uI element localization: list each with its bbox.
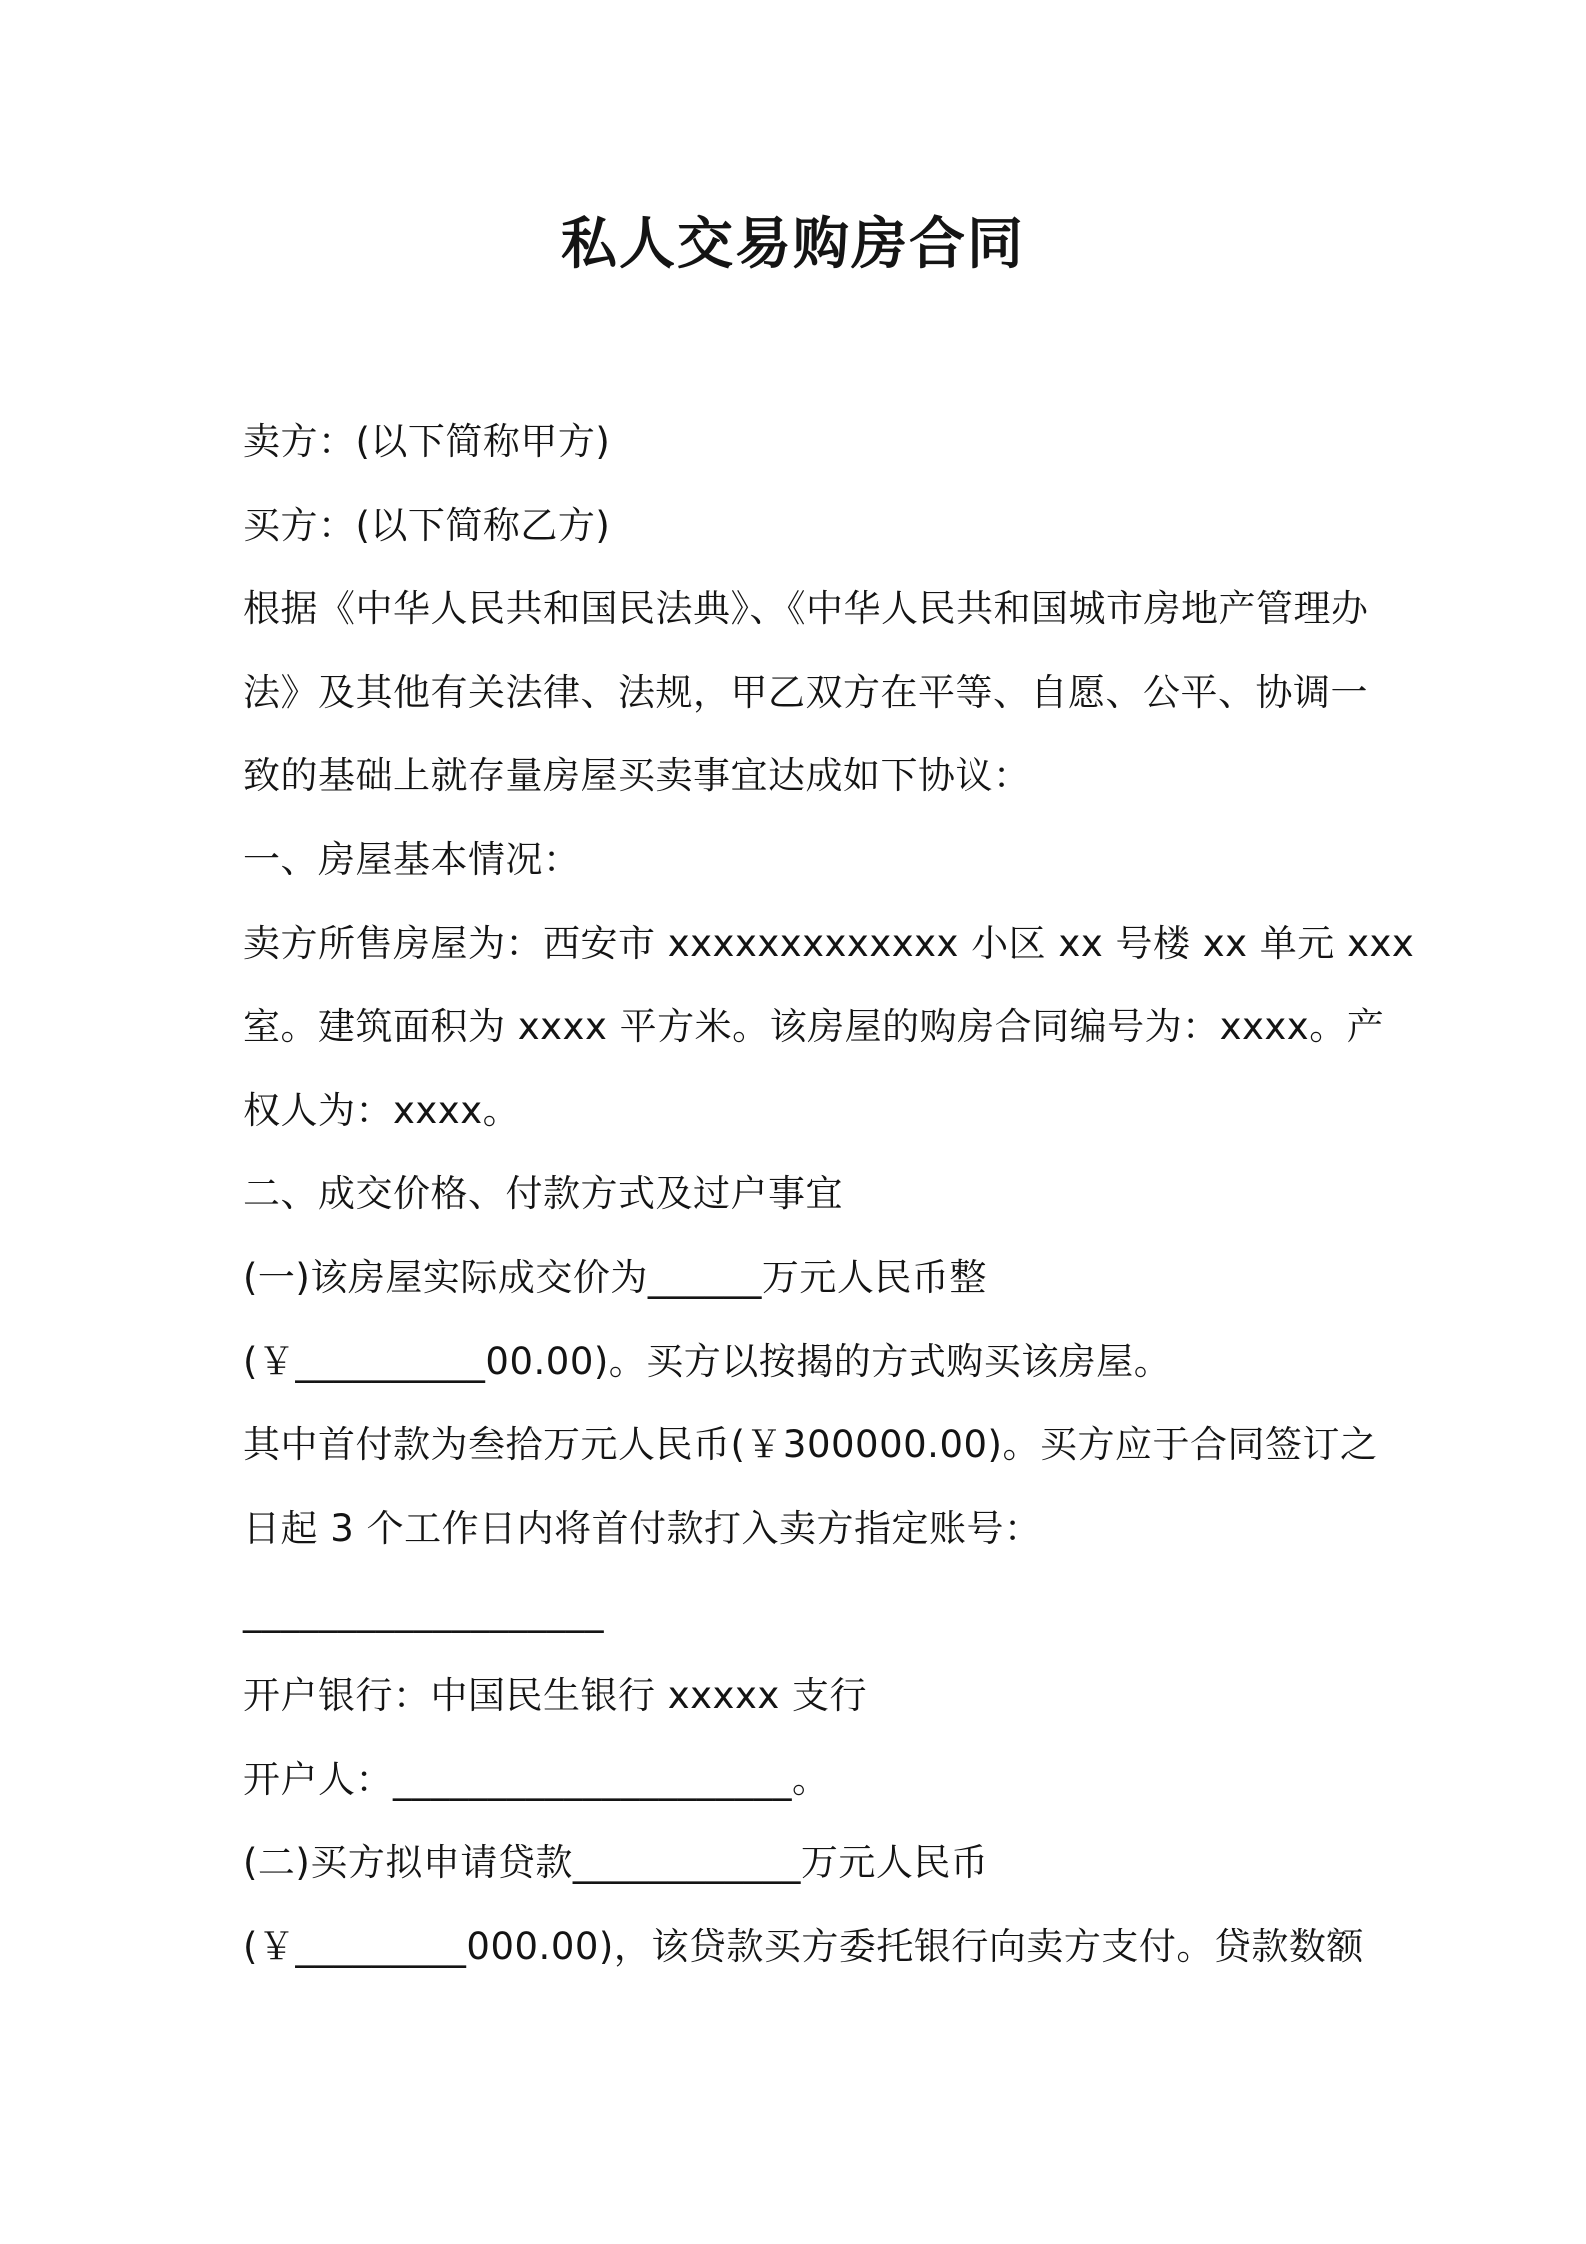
seller-line: 卖方：(以下简称甲方) [243,420,611,463]
house-info-line-2: 室。建筑面积为 xxxx 平方米。该房屋的购房合同编号为：xxxx。产 [243,1005,1385,1049]
loan-line-2: (￥_________000.00)，该贷款买方委托银行向卖方支付。贷款数额 [243,1924,1364,1968]
account-holder-line: 开户人：_____________________。 [243,1757,830,1801]
house-info-line-3: 权人为：xxxx。 [243,1088,521,1132]
section-heading-house-info: 一、房屋基本情况： [243,837,581,881]
down-payment-line-1: 其中首付款为叁拾万元人民币(￥300000.00)。买方应于合同签订之 [243,1423,1378,1467]
account-number-blank: ___________________ [243,1590,604,1634]
preamble-line-3: 致的基础上就存量房屋买卖事宜达成如下协议： [243,754,1031,798]
bank-line: 开户银行：中国民生银行 xxxxx 支行 [243,1673,868,1717]
preamble-line-1: 根据《中华人民共和国民法典》、《中华人民共和国城市房地产管理办 [243,587,1369,631]
price-line-1: (一)该房屋实际成交价为______万元人民币整 [243,1255,987,1299]
price-line-2: (￥__________00.00)。买方以按揭的方式购买该房屋。 [243,1339,1172,1383]
document-title: 私人交易购房合同 [561,212,1025,277]
preamble-line-2: 法》及其他有关法律、法规，甲乙双方在平等、自愿、公平、协调一 [243,670,1368,714]
document-body [243,400,1415,1988]
down-payment-line-2: 日起 3 个工作日内将首付款打入卖方指定账号： [243,1506,1042,1550]
loan-line-1: (二)买方拟申请贷款____________万元人民币 [243,1841,989,1885]
buyer-line: 买方：(以下简称乙方) [243,503,611,547]
house-info-line-1: 卖方所售房屋为：西安市 xxxxxxxxxxxxx 小区 xx 号楼 xx 单元 xxx [243,921,1415,965]
section-heading-price-payment: 二、成交价格、付款方式及过户事宜 [243,1172,843,1216]
